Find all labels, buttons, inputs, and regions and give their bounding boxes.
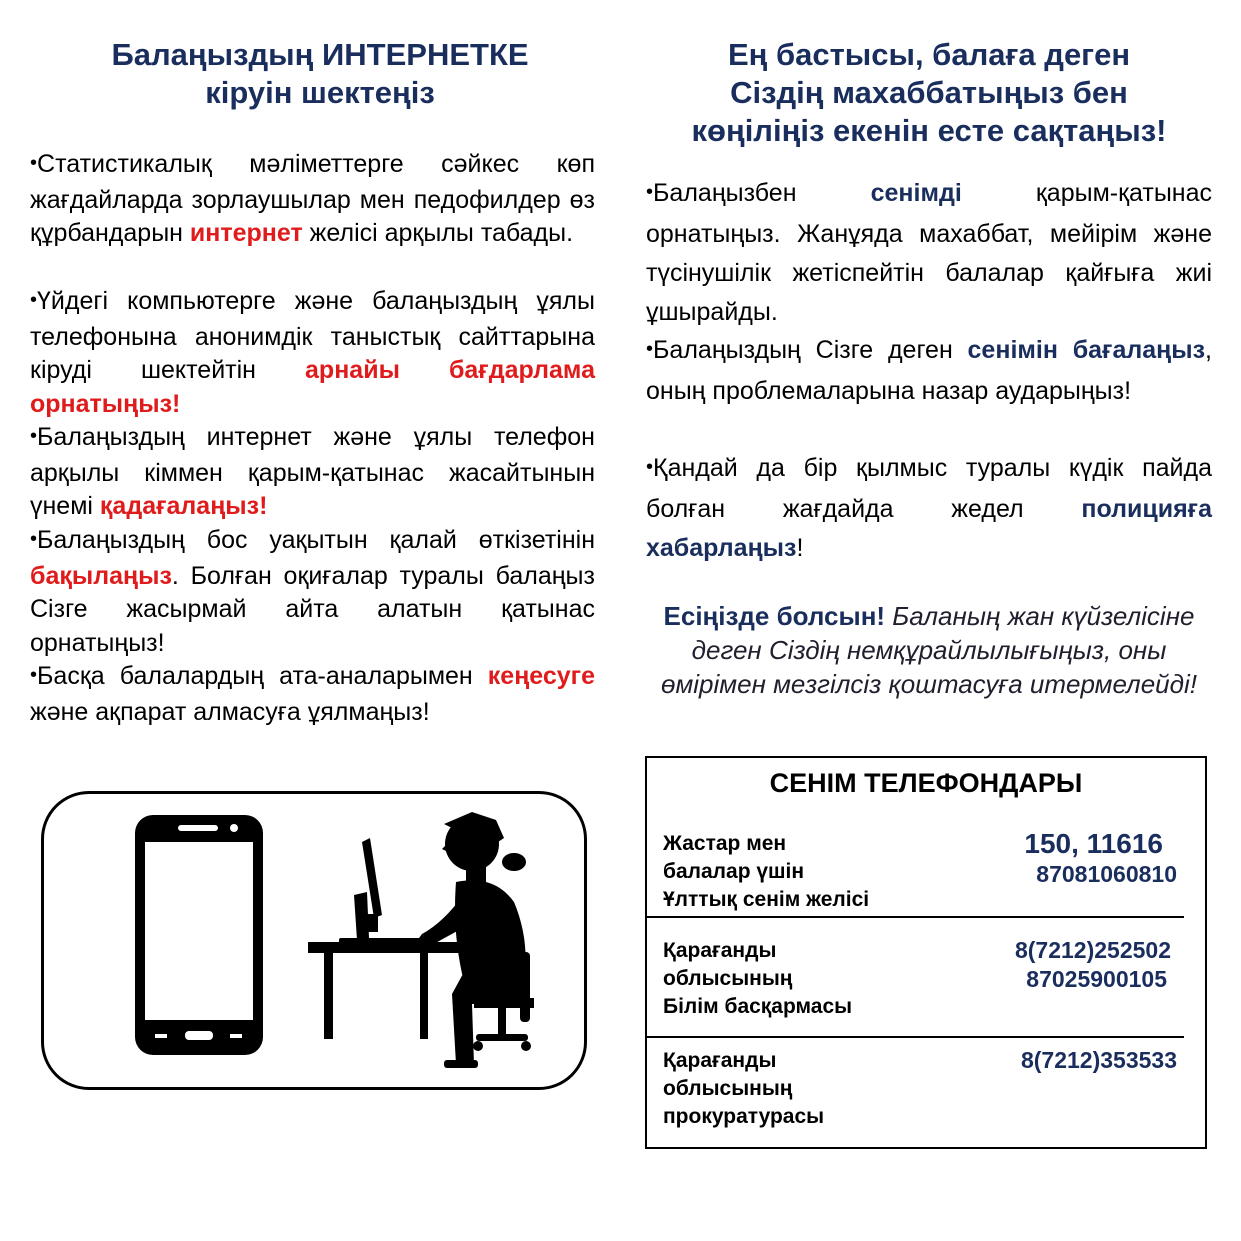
trust-phones-box <box>645 756 1207 1149</box>
separator <box>647 1036 1184 1038</box>
phone-entry-3-line2: облысының <box>663 1077 793 1100</box>
left-title-line1: Балаңыздың ИНТЕРНЕТКЕ <box>111 37 529 72</box>
right-title-line1: Ең бастысы, балаға деген <box>727 37 1131 72</box>
left-p4-text: Балаңыздың бос уақытын қалай өткізетінін <box>37 526 595 554</box>
left-paragraph-1 <box>30 148 595 251</box>
phone-entry-2-line1: Қарағанды <box>663 939 777 962</box>
left-p1-highlight: интернет <box>189 219 303 247</box>
right-p1-text-end: қарым-қатынас орнатыңыз. Жанұяда махаббат, мейірім және түсінушілік жетіспейтін балалар қайғыға жиі ұшырайды. <box>646 179 1213 326</box>
bullet-icon: • <box>646 338 654 360</box>
phone-entry-2-name <box>663 937 852 1021</box>
right-paragraph-3 <box>646 449 1212 568</box>
left-p2-text: Үйдегі компьютерге және балаңыздың ұялы телефонына анонимдік таныстық сайттарына кіруді шектейтін <box>30 287 595 384</box>
phone-entry-2-number-1[interactable]: 8(7212)252502 <box>1014 937 1171 963</box>
left-p4-text-end: . Болған оқиғалар туралы балаңыз Сізге жасырмай айта алатын қатынас орнатыңыз! <box>30 561 595 657</box>
remember-text: Баланың жан күйзелісіне деген Сіздің немқұрайлылығыңыз, оны өмірімен мезгілсіз қоштасуға итермелейді! <box>660 601 1198 699</box>
phone-entry-2-number-2[interactable]: 87025900105 <box>1026 966 1167 992</box>
phone-entry-1-numbers <box>1024 828 1177 888</box>
phone-entry-3-number-1[interactable]: 8(7212)353533 <box>1020 1047 1177 1073</box>
left-p5-text: Басқа балалардың ата-аналарымен <box>37 662 488 690</box>
left-title-line2: кіруін шектеңіз <box>205 75 435 110</box>
remember-note <box>646 599 1212 701</box>
left-paragraph-5 <box>30 660 595 729</box>
left-p3-highlight: қадағалаңыз! <box>99 492 268 520</box>
bullet-icon: • <box>30 425 38 447</box>
right-title <box>646 36 1212 150</box>
phone-entry-1-line3: Ұлттық сенім желісі <box>663 888 870 911</box>
right-p3-text-end: ! <box>796 534 804 562</box>
bullet-icon: • <box>646 181 654 203</box>
trust-phones-title: СЕНІМ ТЕЛЕФОНДАРЫ <box>769 768 1083 798</box>
right-p2-text-end: , оның проблемаларына назар аударыңыз! <box>646 336 1212 405</box>
left-paragraph-4 <box>30 524 595 660</box>
bullet-icon: • <box>30 664 38 686</box>
phone-entry-3-line3: прокуратурасы <box>663 1105 825 1128</box>
remember-lead: Есіңізде болсын! <box>663 601 886 631</box>
bullet-icon: • <box>30 152 38 174</box>
phone-entry-3-name <box>663 1047 824 1131</box>
left-paragraph-2 <box>30 285 595 421</box>
left-p2-highlight: арнайы бағдарлама орнатыңыз! <box>30 356 595 418</box>
bullet-icon: • <box>30 528 38 550</box>
right-p2-text: Балаңыздың Сізге деген <box>653 336 968 364</box>
right-paragraph-1 <box>646 174 1212 332</box>
child-at-computer-icon <box>308 812 534 1068</box>
phone-entry-2-numbers <box>1015 936 1171 994</box>
phone-entry-1-line2: балалар үшін <box>663 860 805 883</box>
left-p4-highlight: бақылаңыз <box>30 561 172 590</box>
left-p5-text-end: және ақпарат алмасуға ұялмаңыз! <box>30 697 430 726</box>
left-p5-highlight: кеңесуге <box>487 662 595 690</box>
phone-entry-3-numbers <box>1021 1046 1177 1075</box>
phone-entry-2-line3: Білім басқармасы <box>663 995 853 1018</box>
phone-entry-1-number-2[interactable]: 87081060810 <box>1036 861 1177 887</box>
right-paragraph-2 <box>646 331 1212 411</box>
phone-entry-3-line1: Қарағанды <box>663 1049 777 1072</box>
phone-entry-1-name <box>663 830 869 914</box>
phone-entry-1-line1: Жастар мен <box>663 832 787 855</box>
right-p1-text: Балаңызбен <box>653 179 871 207</box>
left-p1-text: Статистикалық мәліметтерге сәйкес көп жағдайларда зорлаушылар мен педофилдер өз құрбандарын <box>30 150 595 247</box>
right-p3-highlight: полицияға хабарлаңыз <box>646 495 1212 562</box>
left-p1-text-end: желісі арқылы табады. <box>302 219 574 247</box>
bullet-icon: • <box>646 456 654 478</box>
phone-entry-2-line2: облысының <box>663 967 793 990</box>
right-p2-highlight: сенімін бағалаңыз <box>967 336 1206 364</box>
left-p3-text: Балаңыздың интернет және ұялы телефон арқылы кіммен қарым-қатынас жасайтынын үнемі <box>30 423 595 520</box>
left-paragraph-3 <box>30 421 595 524</box>
right-title-line2: Сіздің махаббатыңыз бен <box>730 75 1128 110</box>
right-p3-text: Қандай да бір қылмыс туралы күдік пайда болған жағдайда жедел <box>646 454 1212 523</box>
right-p1-highlight: сенімді <box>870 179 962 207</box>
bullet-icon: • <box>30 289 38 311</box>
separator <box>647 916 1184 918</box>
smartphone-icon <box>135 815 263 1055</box>
left-title <box>30 36 610 112</box>
phone-entry-1-number-1[interactable]: 150, 11616 <box>1024 828 1163 859</box>
illustration-panel <box>41 791 587 1090</box>
right-title-line3: көңіліңіз екенін есте сақтаңыз! <box>691 113 1167 148</box>
